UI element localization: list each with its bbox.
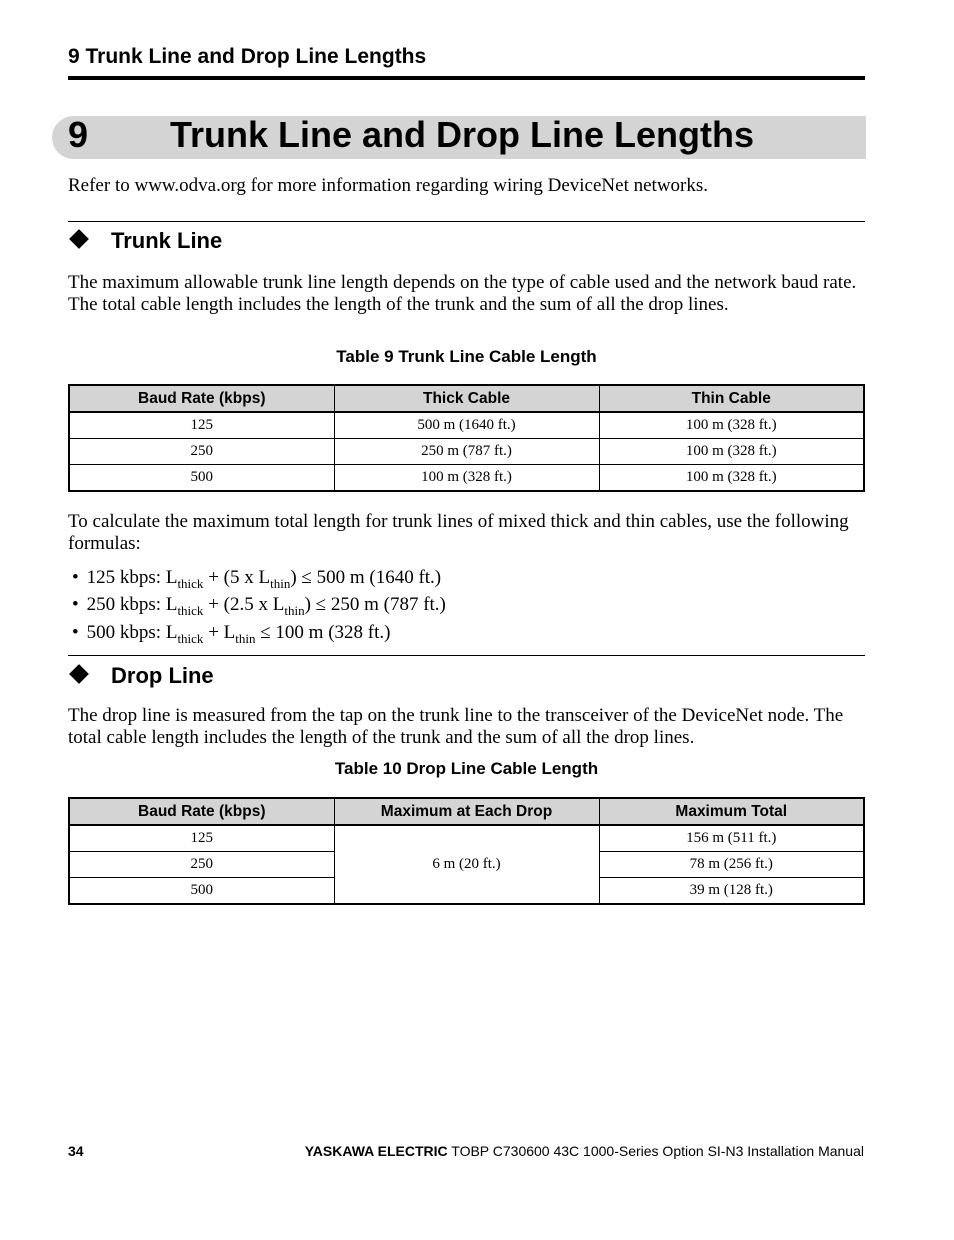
table-cell: 39 m (128 ft.) [599,878,864,905]
drop-line-heading: Drop Line [111,663,214,688]
trunk-line-table [68,384,865,492]
table-cell: 156 m (511 ft.) [599,825,864,852]
running-header: 9 Trunk Line and Drop Line Lengths [68,45,427,68]
footer-document-title [305,1143,864,1159]
section-title: Trunk Line and Drop Line Lengths [170,114,755,155]
table-cell: 500 [69,878,334,905]
formula-list [72,567,446,649]
formula-item: • 250 kbps: $L_{thick} + (2.5$ x $L_{thin}) \le 250$ m (787 ft.) [72,594,446,621]
table-cell: 100 m (328 ft.) [599,439,864,465]
footer-doc-title: TOBP C730600 43C 1000-Series Option SI-N3 Installation Manual [451,1143,864,1159]
table-cell: 125 [69,825,334,852]
table-10-caption: Table 10 Drop Line Cable Length [334,759,599,778]
diamond-bullet-icon [69,229,89,249]
formula-item: • 125 kbps: $L_{thick} + (5$ x $L_{thin}) \le 500$ m (1640 ft.) [72,567,446,594]
table-cell: 6 m (20 ft.) [334,825,599,904]
table-row [69,439,864,465]
table-cell: 78 m (256 ft.) [599,852,864,878]
table-cell: 250 [69,852,334,878]
diamond-bullet-icon [69,664,89,684]
footer-brand: YASKAWA ELECTRIC [304,1143,448,1159]
section-rule [68,221,865,222]
table-cell: 100 m (328 ft.) [334,465,599,492]
header-rule [68,76,865,80]
table-cell: 500 [69,465,334,492]
table-header: Thick Cable [334,385,599,412]
formula-intro-paragraph: To calculate the maximum total length for trunk lines of mixed thick and thin cables, use the following formulas: [68,511,849,554]
trunk-line-paragraph: The maximum allowable trunk line length depends on the type of cable used and the network baud rate. The total cable length includes the length of the trunk and the sum of all the drop lines. [68,272,857,315]
formula-item: • 500 kbps: $L_{thick} + L_{thin} \le 100$ m (328 ft.) [72,622,446,649]
trunk-line-heading: Trunk Line [111,228,223,253]
page-number: 34 [68,1143,84,1159]
section-number: 9 [68,114,89,155]
table-9-caption: Table 9 Trunk Line Cable Length [336,347,597,366]
table-row [69,465,864,492]
intro-paragraph: Refer to www.odva.org for more information regarding wiring DeviceNet networks. [68,175,709,196]
table-cell: 500 m (1640 ft.) [334,412,599,439]
table-header: Thin Cable [599,385,864,412]
table-row [69,825,864,852]
table-cell: 100 m (328 ft.) [599,412,864,439]
section-rule [68,655,865,656]
table-header: Maximum at Each Drop [334,798,599,825]
table-header: Maximum Total [599,798,864,825]
drop-line-table [68,797,865,905]
table-header: Baud Rate (kbps) [69,385,334,412]
table-header: Baud Rate (kbps) [69,798,334,825]
drop-line-paragraph: The drop line is measured from the tap on the trunk line to the transceiver of the DeviceNet node. The total cable length includes the length of the trunk and the sum of all the drop lines. [68,705,844,748]
table-cell: 125 [69,412,334,439]
table-cell: 100 m (328 ft.) [599,465,864,492]
table-row [69,412,864,439]
table-cell: 250 m (787 ft.) [334,439,599,465]
table-cell: 250 [69,439,334,465]
